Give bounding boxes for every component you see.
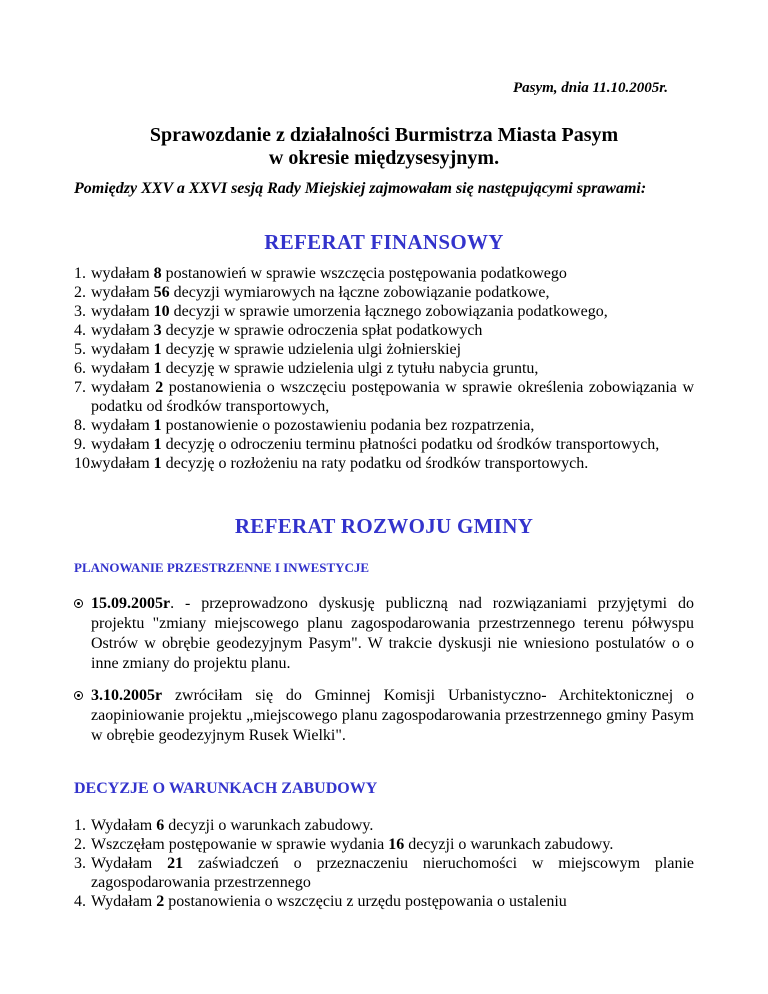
list-item: 1. Wydałam 6 decyzji o warunkach zabudowy.: [74, 817, 374, 834]
zoning-list: [74, 816, 694, 911]
list-item: 6. wydałam 1 decyzję w sprawie udzielenia ulgi z tytułu nabycia gruntu,: [74, 360, 539, 377]
list-item: 15.09.2005r. - przeprowadzono dyskusję publiczną nad rozwiązaniami przyjętymi do projektu "zmiany miejscowego planu zagospodarowania przestrzennego terenu półwyspu Ostrów w obrębie geodezyjnym Pasym". W trakcie dyskusji nie wniesiono postulatów o o inne zmiany do projektu planu.: [74, 594, 694, 674]
list-item: 4. wydałam 3 decyzje w sprawie odroczenia spłat podatkowych: [74, 322, 483, 339]
list-item: 4. Wydałam 2 postanowienia o wszczęciu z urzędu postępowania o ustaleniu: [74, 893, 567, 910]
planning-heading: PLANOWANIE PRZESTRZENNE I INWESTYCJE: [74, 560, 370, 575]
intro-paragraph: Pomiędzy XXV a XXVI sesją Rady Miejskiej zajmowałam się następującymi sprawami:: [74, 180, 647, 197]
planning-list: [74, 594, 694, 758]
list-item: 2. wydałam 56 decyzji wymiarowych na łączne zobowiązanie podatkowe,: [74, 284, 550, 301]
finance-list: [74, 264, 694, 473]
list-item: 2. Wszczęłam postępowanie w sprawie wydania 16 decyzji o warunkach zabudowy.: [74, 836, 614, 853]
bullet-icon: [74, 599, 83, 608]
list-item: 1. wydałam 8 postanowień w sprawie wszczęcia postępowania podatkowego: [74, 265, 567, 282]
title-line-2: w okresie międzysesyjnym.: [268, 147, 500, 169]
bullet-icon: [74, 691, 83, 700]
list-item: 9. wydałam 1 decyzję o odroczeniu terminu płatności podatku od środków transportowych,: [74, 436, 660, 453]
document-title: [0, 124, 768, 170]
finance-heading: REFERAT FINANSOWY: [264, 230, 504, 254]
list-item: 10. wydałam 1 decyzję o rozłożeniu na raty podatku od środków transportowych.: [74, 455, 589, 472]
list-item: 8. wydałam 1 postanowienie o pozostawieniu podania bez rozpatrzenia,: [74, 417, 535, 434]
title-line-1: Sprawozdanie z działalności Burmistrza Miasta Pasym: [149, 124, 619, 146]
list-item: 7. wydałam 2 postanowienia o wszczęciu postępowania w sprawie określenia zobowiązania w podatku od środków transportowych,: [74, 379, 694, 415]
document-date: Pasym, dnia 11.10.2005r.: [512, 80, 668, 96]
list-item: 3. Wydałam 21 zaświadczeń o przeznaczeniu nieruchomości w miejscowym planie zagospodarowania przestrzennego: [74, 855, 694, 891]
zoning-heading: DECYZJE O WARUNKACH ZABUDOWY: [74, 780, 378, 797]
development-heading: REFERAT ROZWOJU GMINY: [234, 514, 534, 538]
list-item: 5. wydałam 1 decyzję w sprawie udzielenia ulgi żołnierskiej: [74, 341, 462, 358]
list-item: 3.10.2005r zwróciłam się do Gminnej Komisji Urbanistyczno- Architektonicznej o zaopiniowanie projektu „miejscowego planu zagospodarowania przestrzennego gminy Pasym w obrębie geodezyjnym Rusek Wielki".: [74, 686, 694, 746]
list-item: 3. wydałam 10 decyzji w sprawie umorzenia łącznego zobowiązania podatkowego,: [74, 303, 608, 320]
